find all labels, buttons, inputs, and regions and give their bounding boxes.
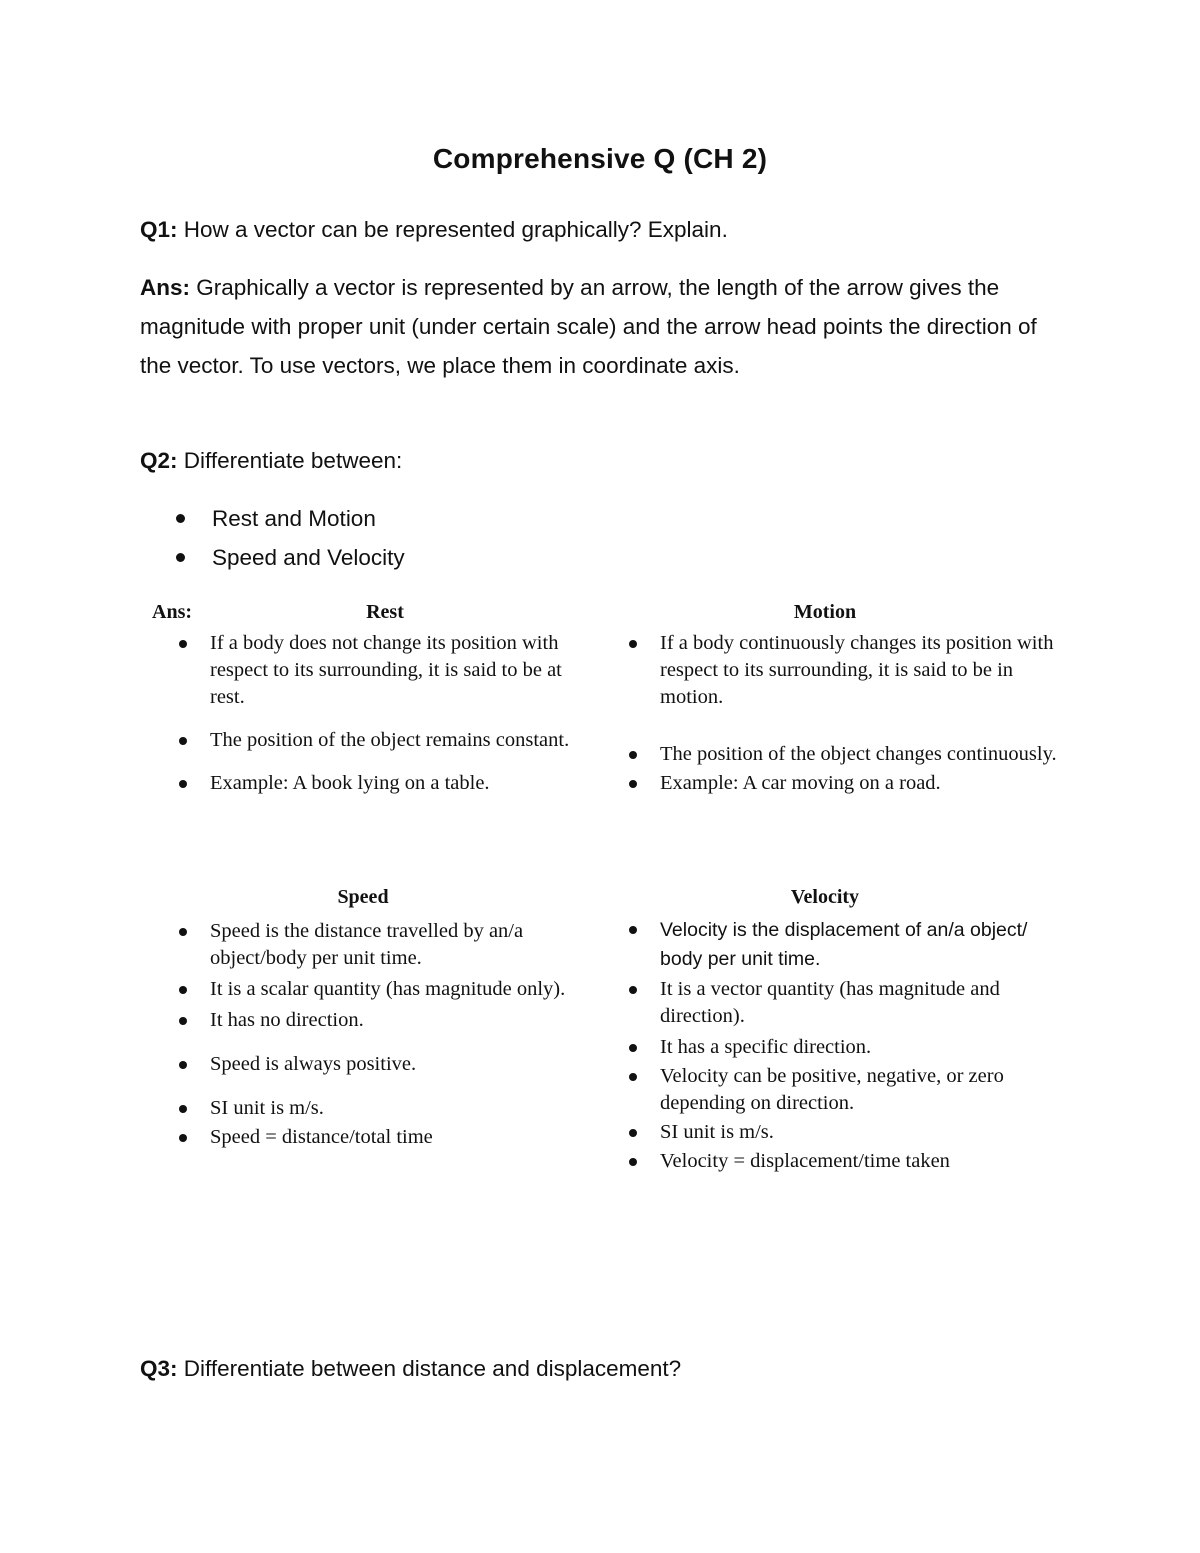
list-item: Speed is always positive. [152, 1051, 582, 1078]
list-item: It is a vector quantity (has magnitude and direction). [602, 976, 1072, 1030]
list-item: It has no direction. [152, 1007, 582, 1034]
ans2-label: Ans: [152, 601, 193, 623]
ans1-label: Ans: [140, 275, 190, 300]
rest-list [152, 630, 582, 797]
list-item: SI unit is m/s. [152, 1095, 582, 1122]
list-item: Speed is the distance travelled by an/a object/body per unit time. [152, 918, 582, 972]
answer-1 [140, 268, 1040, 385]
ans1-text: Graphically a vector is represented by an arrow, the length of the arrow gives the magnitude with proper unit (under certain scale) and the arrow head points the direction of the vector. To use vectors, we place them in coordinate axis. [140, 275, 1037, 378]
list-item: Rest and Motion [140, 499, 840, 538]
velocity-list [602, 916, 1072, 1175]
q3-label: Q3: [140, 1356, 178, 1381]
list-item: The position of the object remains constant. [152, 727, 582, 754]
list-item: Example: A book lying on a table. [152, 770, 582, 797]
q2-list [140, 499, 840, 577]
question-3 [140, 1349, 1040, 1388]
q3-text: Differentiate between distance and displacement? [177, 1356, 682, 1381]
list-item: Velocity is the displacement of an/a object/ body per unit time. [602, 916, 1072, 974]
list-item: The position of the object changes continuously. [602, 741, 1072, 768]
list-item: Speed = distance/total time [152, 1124, 582, 1151]
list-item: If a body continuously changes its position with respect to its surrounding, it is said to be in motion. [602, 630, 1072, 711]
list-item: SI unit is m/s. [602, 1119, 1072, 1146]
list-item: Example: A car moving on a road. [602, 770, 1072, 797]
list-item: If a body does not change its position with respect to its surrounding, it is said to be at rest. [152, 630, 582, 711]
q2-text: Differentiate between: [177, 448, 403, 473]
list-item: Speed and Velocity [140, 538, 840, 577]
question-2 [140, 441, 1040, 480]
velocity-heading: Velocity [790, 886, 860, 908]
list-item: It is a scalar quantity (has magnitude only). [152, 976, 582, 1003]
motion-heading: Motion [793, 601, 857, 623]
list-item: Velocity = displacement/time taken [602, 1148, 1072, 1175]
list-item: It has a specific direction. [602, 1034, 1072, 1061]
page-title: Comprehensive Q (CH 2) [432, 143, 768, 174]
q2-label: Q2: [140, 448, 178, 473]
q1-text: How a vector can be represented graphically? Explain. [177, 217, 728, 242]
list-item: Velocity can be positive, negative, or zero depending on direction. [602, 1063, 1072, 1117]
question-1 [140, 210, 1040, 249]
speed-list [152, 918, 582, 1151]
q1-label: Q1: [140, 217, 178, 242]
motion-list [602, 630, 1072, 797]
rest-heading: Rest [366, 601, 404, 623]
speed-heading: Speed [337, 886, 389, 908]
